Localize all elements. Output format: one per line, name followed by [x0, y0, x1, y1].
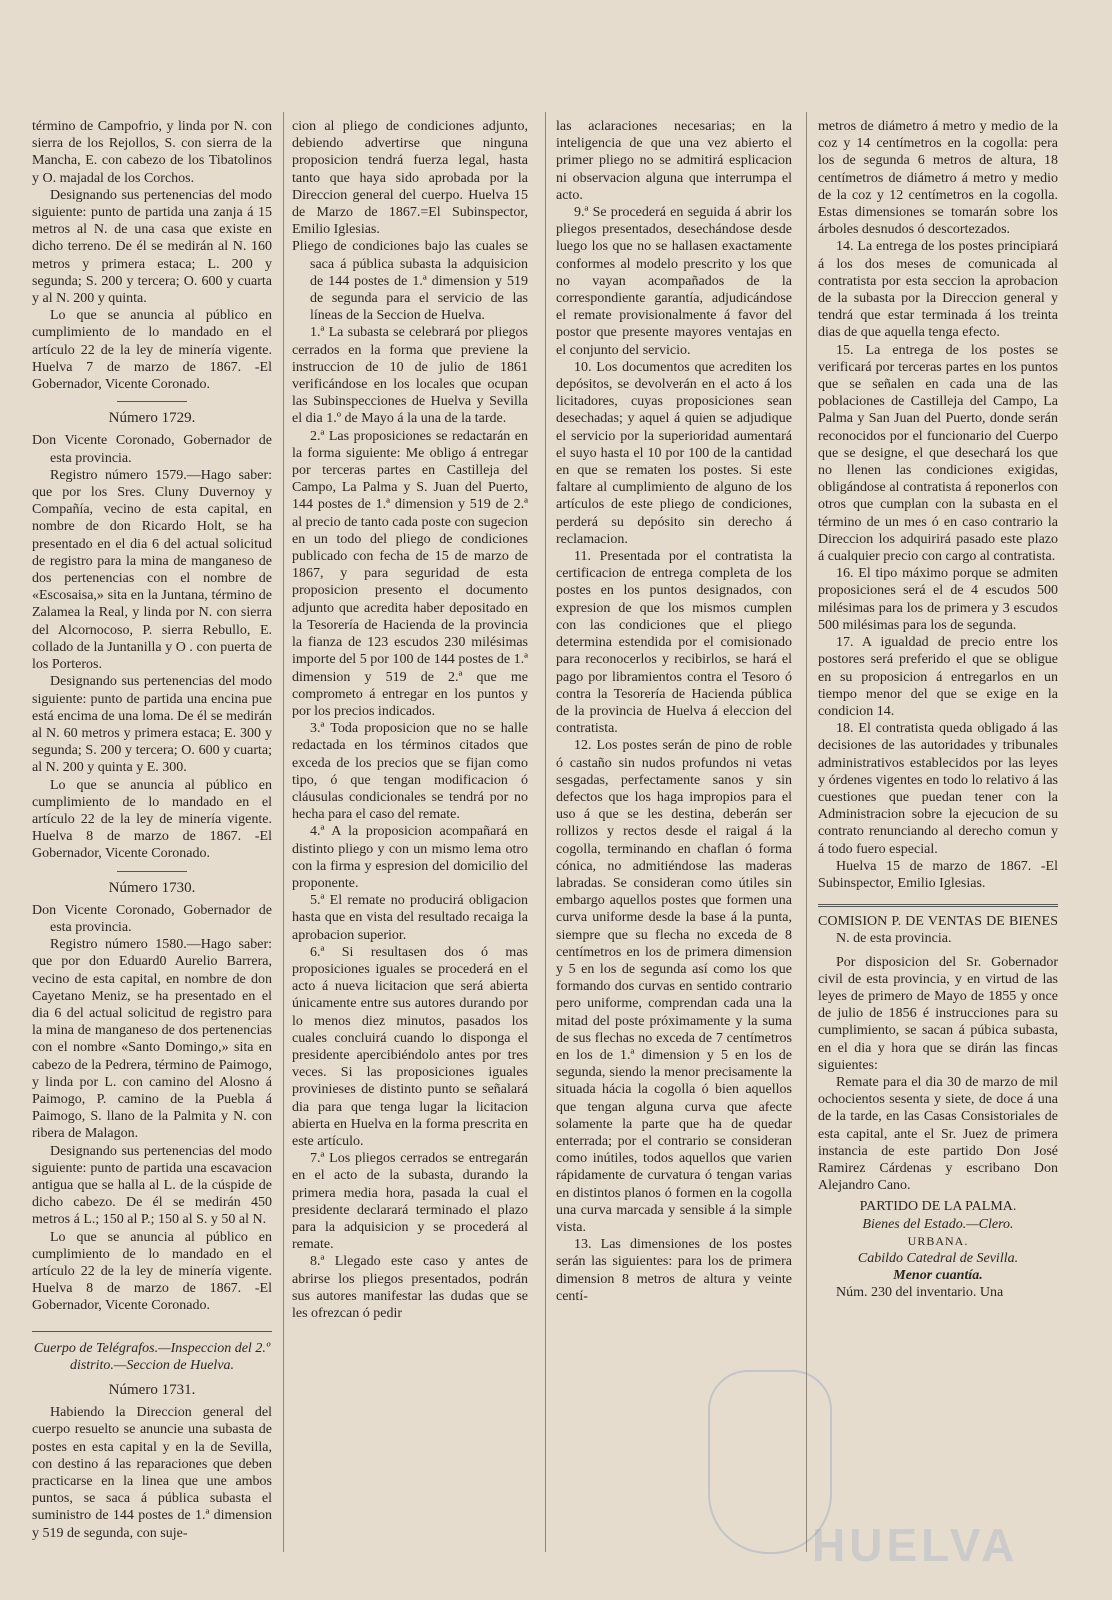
separator: [117, 871, 187, 872]
paragraph: 13. Las dimensiones de los postes serán las siguientes: para los de primera dimension 8 metros de altura y veinte centí-: [556, 1237, 792, 1304]
subheading: Menor cuantía.: [893, 1268, 983, 1284]
paragraph: Remate para el dia 30 de marzo de mil ochocientos sesenta y siete, de doce á una de la tarde, en las Casas Consistoriales de esta capital, ante el Sr. Juez de primera instancia de este partido Don José Ramirez Cárdenas y escribano Don Alejandro Cano.: [818, 1074, 1058, 1194]
section-heading: COMISION P. DE VENTAS DE BIENES N. de esta provincia.: [818, 914, 1058, 947]
notice-number: Número 1730.: [108, 879, 196, 896]
paragraph: Lo que se anuncia al público en cumplimiento de lo mandado en el artículo 22 de la ley de minería vigente. Huelva 8 de marzo de 1867. -El Gobernador, Vicente Coronado.: [32, 1229, 272, 1314]
paragraph: las aclaraciones necesarias; en la inteligencia de que una vez abierto el primer pliego no se admitirá esplicacion ni observacion alguna que interrumpa el acto.: [556, 119, 792, 203]
column-2: [292, 118, 528, 1322]
separator: [32, 1331, 272, 1332]
column-3: [556, 118, 792, 1305]
paragraph: Núm. 230 del inventario. Una: [836, 1285, 1004, 1301]
paragraph: 1.ª La subasta se celebrará por pliegos cerrados en la forma que previene la instruccion de 10 de julio de 1861 verificándose en los locales que ocupan las Subinspecciones de Huelva y Sevilla el dia 1.º de Mayo á la una de la tarde.: [292, 325, 528, 427]
subheading: Bienes del Estado.—Clero.: [862, 1216, 1014, 1232]
paragraph: Lo que se anuncia al público en cumplimiento de lo mandado en el artículo 22 de la ley de minería vigente. Huelva 8 de marzo de 1867. -El Gobernador, Vicente Coronado.: [32, 777, 272, 862]
paragraph: cion al pliego de condiciones adjunto, debiendo advertirse que ninguna proposicion tendrá fuerza legal, hasta tanto que haya sido aprobada por la Direccion general del cuerpo. Huelva 15 de Marzo de 1867.=El Subinspector, Emilio Iglesias.: [292, 119, 528, 238]
paragraph: Registro número 1579.—Hago saber: que por los Sres. Cluny Duvernoy y Compañía, vecino de esta capital, en nombre de don Ricardo Holt, se ha presentado en el dia 6 del actual solicitud de registro para la mina de manganeso de dos pertenencias con el nombre de «Escosaisa,» sita en la Juntana, término de Zalamea la Real, y linda por N. con sierra del Alcornocoso, P. sierra Rebullo, E. collado de la Juntanilla y O . con puerta de los Porteros.: [32, 467, 272, 673]
paragraph: 5.ª El remate no producirá obligacion hasta que en vista del resultado recaiga la aprobacion superior.: [292, 893, 528, 943]
column-rule: [545, 112, 546, 1552]
paragraph: 12. Los postes serán de pino de roble ó castaño sin nudos profundos ni vetas sesgadas, perfectamente sanos y sin defectos que los haga impropios para el uso á que se les destina, deberán ser rollizos y rectos desde el raigal á la cogolla, terminando en chaflan ó forma cónica, no admitiéndose las maderas labradas. Se consideran como útiles sin embargo aquellos postes que formen una curva uniforme desde la base á la punta, siempre que su flecha no exceda de 8 centímetros en los de primera dimension y 5 en los de segunda así como los que formando dos curvas en sentido contrario pero uniforme, comprendan cada una la mitad del poste próximamente y la suma de sus flechas no exceda de 7 centímetros en los de 1.ª dimension y 5 en los de segunda, siendo la menor precisamente la situada hácia la cogolla ó bien aquellos que tengan alguna curva que afecte solamente la parte que ha de quedar enterrada; por el contrario se consideran como inútiles, todos aquellos que varien rápidamente de curvatura ó tengan varias en distintos planos ó formen en la cogolla una curva marcada y sensible á la simple vista.: [556, 738, 792, 1235]
paragraph: Registro número 1580.—Hago saber: que por don Eduard0 Aurelio Barrera, vecino de esta capital, en nombre de don Cayetano Meniz, se ha presentado en el dia 6 del actual solicitud de registro para la mina de manganeso de dos pertenencias con el nombre «Santo Domingo,» sita en cabezo de la Pedrera, término de Paimogo, y linda por L. con camino del Alosno á Paimogo, P. camino de la Puebla á Paimogo, S. llano de la Palmita y N. con ribera de Malagon.: [32, 937, 272, 1142]
watermark: HUELVA: [812, 1519, 1019, 1571]
column-rule: [283, 112, 284, 1552]
column-1: [32, 118, 272, 1542]
paragraph: 18. El contratista queda obligado á las decisiones de las autoridades y tribunales administrativos establecidos por las leyes y órdenes vigentes en todo lo relativo á las cuestiones que puedan tener con la Administracion sobre la ejecucion de su contrato renunciando al derecho comun y á todo fuero especial.: [818, 721, 1058, 857]
column-4: [818, 118, 1058, 1302]
paragraph: 10. Los documentos que acrediten los depósitos, se devolverán en el acto á los licitadores, cuyas proposiciones sean desechadas; y aquel á quien se adjudique el servicio por la superioridad aumentará el suyo hasta el 10 por 100 de la cantidad en que se rematen los postes. Si este faltare al cumplimiento de alguno de los artículos de este pliego de condiciones, perderá su depósito sin derecho á reclamacion.: [556, 359, 792, 547]
paragraph: 14. La entrega de los postes principiará á los dos meses de comunicada al contratista por esta seccion la aprobacion de la subasta por la Direccion general y tendrá que estar terminada á los treinta dias de que aquella tenga efecto.: [818, 239, 1058, 341]
paragraph: 8.ª Llegado este caso y antes de abrirse los pliegos presentados, podrán sus autores manifestar las dudas que se les ofrezcan ó pedir: [292, 1254, 528, 1322]
paragraph: 6.ª Si resultasen dos ó mas proposiciones iguales se procederá en el acto á nueva licitacion que será abierta únicamente entre sus autores durando por lo menos diez minutos, pasados los cuales concluirá cuando lo disponga el presidente apercibiéndolo antes por tres veces. Si las proposiciones iguales provinieses de distinto punto se señalará dia para que tenga lugar la licitacion abierta en Huelva en la forma prescrita en este artículo.: [292, 944, 528, 1149]
paragraph: 16. El tipo máximo porque se admiten proposiciones será el de 4 escudos 500 milésimas para los de primera y 3 escudos 500 milésimas para los de segunda.: [818, 566, 1058, 633]
paragraph: Pliego de condiciones bajo las cuales se saca á pública subasta la adquisicion de 144 postes de 1.ª dimension y 519 de segunda para el servicio de las líneas de la Seccion de Huelva.: [292, 239, 528, 324]
paragraph: 4.ª A la proposicion acompañará en distinto pliego y con un mismo lema otro con la firma y espresion del domicilio del proponente.: [292, 824, 528, 891]
paragraph: 17. A igualdad de precio entre los postores será preferido el que se obligue en su proposicion á entregarlos en un tiempo menor del que se exige en la condicion 14.: [818, 635, 1058, 719]
separator: [818, 904, 1058, 907]
paragraph: Don Vicente Coronado, Gobernador de esta provincia.: [32, 902, 272, 935]
paragraph: Lo que se anuncia al público en cumplimiento de lo mandado en el artículo 22 de la ley de minería vigente. Huelva 7 de marzo de 1867. -El Gobernador, Vicente Coronado.: [32, 308, 272, 393]
subheading: URBANA.: [907, 1233, 969, 1248]
paragraph: 15. La entrega de los postes se verificará por terceras partes en los puntos que se señalen en cada una de las poblaciones de Castilleja del Campo, La Palma y San Juan del Puerto, donde serán reconocidos por el funcionario del Cuerpo que se designe, el que desechará los que no llenen las condiciones exigidas, obligándose al contratista á reponerlos con otros que cumplan con la subasta en el término de un mes ó en caso contrario la Direccion los adquirirá pasado este plazo á cualquier precio con cargo al contratista.: [818, 342, 1058, 565]
paragraph: Designando sus pertenencias del modo siguiente: punto de partida una encina pue está encima de una loma. De él se medirán al N. 60 metros y primera estaca; E. 300 y segunda; S. 200 y tercera; O. 600 y cuarta; al N. 200 y quinta y E. 300.: [32, 674, 272, 776]
subheading: Cabildo Catedral de Sevilla.: [857, 1251, 1019, 1266]
paragraph: 7.ª Los pliegos cerrados se entregarán en el acto de la subasta, durando la primera media hora, pasada la cual el presidente declarará terminado el plazo para la adquisicion y se procederá al remate.: [292, 1151, 528, 1253]
paragraph: Designando sus pertenencias del modo siguiente: punto de partida una escavacion antigua que se halla al L. de la cúspide de dicho cabezo. De él se medirán 450 metros á L.; 150 al P.; 150 al S. y 50 al N.: [32, 1143, 272, 1228]
notice-number: Número 1731.: [108, 1382, 196, 1399]
section-heading: Cuerpo de Telégrafos.—Inspeccion del 2.º distrito.—Seccion de Huelva.: [33, 1340, 271, 1373]
paragraph: Don Vicente Coronado, Gobernador de esta provincia.: [32, 433, 272, 466]
paragraph: 11. Presentada por el contratista la certificacion de entrega completa de los postes en los puntos designados, con expresion de que los mismos cumplen con las condiciones que el pliego determina estendida por el comisionado para reconocerlos y recibirlos, se hará el pago por libramientos contra el Tesoro ó contra la Tesorería de Hacienda pública de la provincia de Huelva á eleccion del contratista.: [556, 549, 792, 737]
column-rule: [806, 112, 807, 1552]
paragraph: 2.ª Las proposiciones se redactarán en la forma siguiente: Me obligo á entregar por terceras partes en Castilleja del Campo, La Palma y S. Juan del Puerto, 144 postes de 1.ª dimension y 519 de 2.ª al precio de tanto cada poste con sugecion en un todo del pliego de condiciones publicado con fecha de 15 de marzo de 1867, y para seguridad de esta proposicion presento el documento adjunto que acredita haber depositado en la Tesorería de Hacienda de la provincia la fianza de 123 escudos 230 milésimas importe del 5 por 100 de 144 postes de 1.ª dimension y 519 de 2.ª que me comprometo á entregar en los puntos y por los precios indicados.: [292, 428, 528, 719]
paragraph: 9.ª Se procederá en seguida á abrir los pliegos presentados, desechándose desde luego los que no se hallasen exactamente conformes al modelo prescrito y los que no vayan acompañados de la correspondiente garantía, adjudicándose el remate provisionalmente á favor del postor que presente mayores ventajas en el conjunto del servicio.: [556, 205, 792, 358]
paragraph: Por disposicion del Sr. Gobernador civil de esta provincia, y en virtud de las leyes de primero de Mayo de 1855 y once de julio de 1856 é instrucciones para su cumplimiento, se sacan á púbica subasta, en el dia y hora que se dirán las fincas siguientes:: [818, 954, 1058, 1073]
paragraph: Designando sus pertenencias del modo siguiente: punto de partida una zanja á 15 metros al N. de una casa que existe en dicho terreno. De él se medirán al N. 160 metros y primera estaca; L. 200 y segunda; S. 200 y tercera; O. 600 y cuarta y al N. 200 y quinta.: [32, 187, 272, 307]
paragraph: 3.ª Toda proposicion que no se halle redactada en los términos citados que exceda de los precios que se fijan como tipo, ó que tengan modificacion ó cláusulas condicionales se tendrá por no hecha para el caso del remate.: [292, 721, 528, 823]
notice-number: Número 1729.: [108, 410, 196, 427]
separator: [117, 401, 187, 402]
paragraph: término de Campofrio, y linda por N. con sierra de los Rejollos, S. con sierra de la Mancha, E. con cabezo de los Tibatolinos y O. majadal de los Corchos.: [32, 119, 272, 186]
subheading: PARTIDO DE LA PALMA.: [859, 1199, 1017, 1215]
paragraph: Habiendo la Direccion general del cuerpo resuelto se anuncie una subasta de postes en esta capital y en la de Sevilla, con destino á las reparaciones que deben practicarse en la linea que une ambos puntos, se saca á pública subasta el suministro de 144 postes de 1.ª dimension y 519 de segunda, con suje-: [32, 1405, 272, 1541]
paragraph: metros de diámetro á metro y medio de la coz y 14 centímetros en la cogolla: pera los de segunda 6 metros de altura, 18 centímetros de diámetro á metro y medio de la coz y 12 centímetros en la cogolla. Estas dimensiones se tomarán sobre los árboles desnudos ó descortezados.: [818, 119, 1058, 238]
signature-line: Huelva 15 de marzo de 1867. -El Subinspector, Emilio Iglesias.: [818, 858, 1058, 891]
